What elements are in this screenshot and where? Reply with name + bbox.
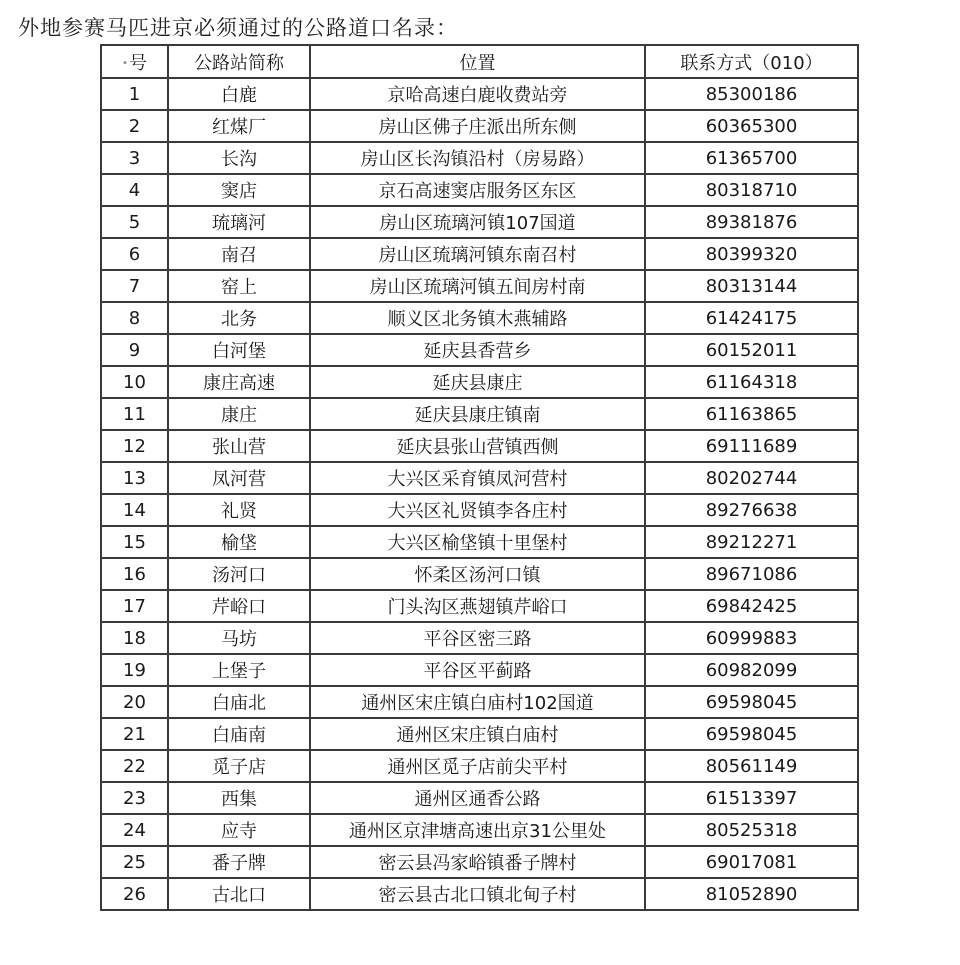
cell-station-name: 西集 <box>168 782 310 814</box>
header-mark: • <box>122 58 128 69</box>
table-row <box>101 782 858 814</box>
table-row <box>101 750 858 782</box>
cell-station-name: 马坊 <box>168 622 310 654</box>
cell-number: 25 <box>101 846 168 878</box>
cell-number: 2 <box>101 110 168 142</box>
cell-phone: 89381876 <box>645 206 858 238</box>
cell-number: 7 <box>101 270 168 302</box>
cell-phone: 81052890 <box>645 878 858 910</box>
cell-number: 21 <box>101 718 168 750</box>
cell-number: 17 <box>101 590 168 622</box>
cell-number: 14 <box>101 494 168 526</box>
cell-phone: 60999883 <box>645 622 858 654</box>
cell-number: 20 <box>101 686 168 718</box>
cell-location: 平谷区平蓟路 <box>310 654 645 686</box>
table-row <box>101 654 858 686</box>
cell-phone: 69842425 <box>645 590 858 622</box>
table-row <box>101 462 858 494</box>
cell-location: 通州区宋庄镇白庙村102国道 <box>310 686 645 718</box>
cell-number: 13 <box>101 462 168 494</box>
cell-number: 23 <box>101 782 168 814</box>
cell-station-name: 北务 <box>168 302 310 334</box>
cell-station-name: 番子牌 <box>168 846 310 878</box>
cell-station-name: 南召 <box>168 238 310 270</box>
table-row <box>101 110 858 142</box>
cell-phone: 61164318 <box>645 366 858 398</box>
cell-location: 密云县古北口镇北甸子村 <box>310 878 645 910</box>
cell-station-name: 觅子店 <box>168 750 310 782</box>
table-row <box>101 238 858 270</box>
cell-phone: 89276638 <box>645 494 858 526</box>
table-row <box>101 142 858 174</box>
cell-number: 3 <box>101 142 168 174</box>
cell-number: 1 <box>101 78 168 110</box>
cell-number: 18 <box>101 622 168 654</box>
cell-phone: 80202744 <box>645 462 858 494</box>
cell-station-name: 康庄高速 <box>168 366 310 398</box>
cell-location: 房山区琉璃河镇五间房村南 <box>310 270 645 302</box>
table-row <box>101 558 858 590</box>
cell-number: 8 <box>101 302 168 334</box>
cell-number: 5 <box>101 206 168 238</box>
cell-station-name: 古北口 <box>168 878 310 910</box>
cell-location: 房山区佛子庄派出所东侧 <box>310 110 645 142</box>
cell-number: 10 <box>101 366 168 398</box>
cell-station-name: 凤河营 <box>168 462 310 494</box>
table-row <box>101 174 858 206</box>
table-row <box>101 814 858 846</box>
cell-station-name: 张山营 <box>168 430 310 462</box>
cell-phone: 89671086 <box>645 558 858 590</box>
table-row <box>101 878 858 910</box>
cell-station-name: 长沟 <box>168 142 310 174</box>
cell-phone: 69017081 <box>645 846 858 878</box>
table-row <box>101 718 858 750</box>
cell-number: 4 <box>101 174 168 206</box>
cell-number: 9 <box>101 334 168 366</box>
cell-location: 大兴区榆垡镇十里堡村 <box>310 526 645 558</box>
cell-phone: 80318710 <box>645 174 858 206</box>
cell-station-name: 榆垡 <box>168 526 310 558</box>
column-header-number <box>101 45 168 78</box>
cell-number: 16 <box>101 558 168 590</box>
cell-location: 怀柔区汤河口镇 <box>310 558 645 590</box>
cell-phone: 61163865 <box>645 398 858 430</box>
table-row <box>101 494 858 526</box>
cell-phone: 69598045 <box>645 718 858 750</box>
table-row <box>101 686 858 718</box>
cell-location: 门头沟区燕翅镇芹峪口 <box>310 590 645 622</box>
cell-station-name: 琉璃河 <box>168 206 310 238</box>
table-row <box>101 78 858 110</box>
table-row <box>101 526 858 558</box>
cell-number: 6 <box>101 238 168 270</box>
cell-phone: 80525318 <box>645 814 858 846</box>
cell-phone: 61365700 <box>645 142 858 174</box>
table-row <box>101 622 858 654</box>
cell-location: 房山区长沟镇沿村（房易路） <box>310 142 645 174</box>
table-row <box>101 366 858 398</box>
cell-number: 24 <box>101 814 168 846</box>
cell-phone: 85300186 <box>645 78 858 110</box>
cell-number: 11 <box>101 398 168 430</box>
cell-station-name: 白鹿 <box>168 78 310 110</box>
cell-station-name: 白河堡 <box>168 334 310 366</box>
cell-location: 平谷区密三路 <box>310 622 645 654</box>
cell-location: 延庆县康庄镇南 <box>310 398 645 430</box>
cell-number: 12 <box>101 430 168 462</box>
page-title: 外地参赛马匹进京必须通过的公路道口名录： <box>18 16 458 40</box>
cell-location: 通州区通香公路 <box>310 782 645 814</box>
cell-station-name: 上堡子 <box>168 654 310 686</box>
table-row <box>101 430 858 462</box>
column-header-number-label: 号 <box>128 52 147 74</box>
cell-phone: 61513397 <box>645 782 858 814</box>
cell-phone: 69111689 <box>645 430 858 462</box>
cell-station-name: 礼贤 <box>168 494 310 526</box>
cell-location: 通州区宋庄镇白庙村 <box>310 718 645 750</box>
cell-location: 延庆县香营乡 <box>310 334 645 366</box>
cell-phone: 80561149 <box>645 750 858 782</box>
column-header-phone: 联系方式（010） <box>645 45 858 78</box>
cell-location: 密云县冯家峪镇番子牌村 <box>310 846 645 878</box>
cell-location: 房山区琉璃河镇107国道 <box>310 206 645 238</box>
cell-location: 大兴区采育镇凤河营村 <box>310 462 645 494</box>
cell-location: 延庆县康庄 <box>310 366 645 398</box>
cell-station-name: 汤河口 <box>168 558 310 590</box>
cell-phone: 80399320 <box>645 238 858 270</box>
table-row <box>101 590 858 622</box>
table-row <box>101 206 858 238</box>
cell-number: 15 <box>101 526 168 558</box>
cell-number: 22 <box>101 750 168 782</box>
table-row <box>101 302 858 334</box>
cell-location: 通州区京津塘高速出京31公里处 <box>310 814 645 846</box>
cell-location: 通州区觅子店前尖平村 <box>310 750 645 782</box>
table-row <box>101 334 858 366</box>
column-header-location: 位置 <box>310 45 645 78</box>
cell-phone: 89212271 <box>645 526 858 558</box>
cell-phone: 69598045 <box>645 686 858 718</box>
cell-station-name: 康庄 <box>168 398 310 430</box>
cell-station-name: 芹峪口 <box>168 590 310 622</box>
cell-station-name: 窑上 <box>168 270 310 302</box>
table-row <box>101 270 858 302</box>
cell-station-name: 红煤厂 <box>168 110 310 142</box>
cell-location: 延庆县张山营镇西侧 <box>310 430 645 462</box>
cell-location: 顺义区北务镇木燕辅路 <box>310 302 645 334</box>
table-row <box>101 846 858 878</box>
cell-number: 19 <box>101 654 168 686</box>
cell-location: 京石高速窦店服务区东区 <box>310 174 645 206</box>
table-row <box>101 398 858 430</box>
cell-station-name: 白庙南 <box>168 718 310 750</box>
cell-location: 房山区琉璃河镇东南召村 <box>310 238 645 270</box>
cell-location: 大兴区礼贤镇李各庄村 <box>310 494 645 526</box>
cell-phone: 60365300 <box>645 110 858 142</box>
cell-station-name: 白庙北 <box>168 686 310 718</box>
cell-location: 京哈高速白鹿收费站旁 <box>310 78 645 110</box>
cell-phone: 61424175 <box>645 302 858 334</box>
table-header-row <box>101 45 858 78</box>
cell-phone: 60982099 <box>645 654 858 686</box>
cell-station-name: 窦店 <box>168 174 310 206</box>
cell-phone: 60152011 <box>645 334 858 366</box>
cell-station-name: 应寺 <box>168 814 310 846</box>
cell-number: 26 <box>101 878 168 910</box>
cell-phone: 80313144 <box>645 270 858 302</box>
column-header-name: 公路站简称 <box>168 45 310 78</box>
checkpoint-table <box>100 44 859 911</box>
